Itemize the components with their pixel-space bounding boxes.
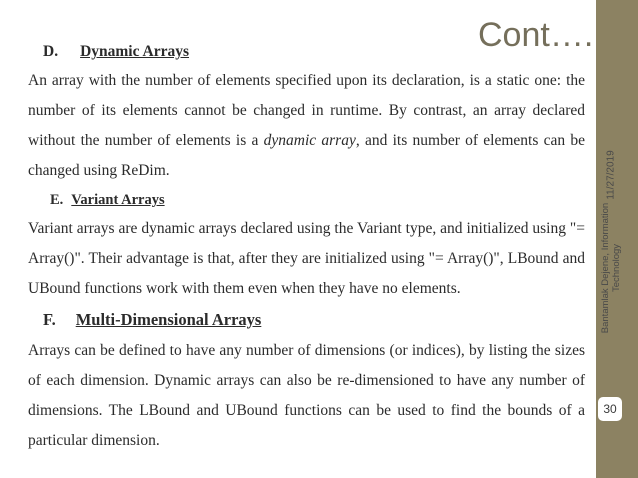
- slide-date: 11/27/2019: [605, 150, 617, 200]
- section-e-heading: [28, 186, 585, 214]
- section-d-body: [28, 66, 585, 186]
- section-f-heading: [28, 304, 585, 336]
- section-f-letter: F.: [43, 310, 56, 329]
- page-number-badge: [596, 395, 624, 423]
- section-d-body-part1: An array with the number of elements specified upon its declaration, is a static one: the number of its elements cannot be changed in runtime. By contrast, an array declared without the number of elements is a: [28, 72, 585, 149]
- section-f-title: Multi-Dimensional Arrays: [75, 310, 262, 329]
- page-number: 30: [603, 402, 617, 416]
- section-e-body: Variant arrays are dynamic arrays declared using the Variant type, and initialized using "= Array()". Their advantage is that, after they are initialized using "= Array()", LBound and UBound functions work with them even when they have no elements.: [28, 220, 585, 297]
- slide-author: [600, 203, 622, 333]
- slide-author-line1: Bantamlak Dejene, Information: [600, 202, 611, 334]
- slide-content: [28, 38, 585, 456]
- section-d-body-italic: dynamic array: [263, 132, 356, 149]
- section-d-title: Dynamic Arrays: [80, 43, 189, 60]
- section-d-letter: D.: [43, 43, 59, 60]
- section-d-body-part2: , and its number of elements can be changed using ReDim.: [28, 132, 586, 179]
- section-f-body: Arrays can be defined to have any number of dimensions (or indices), by listing the sizes of each dimension. Dynamic arrays can also be re-dimensioned to have any number of dimensions. The LBound and UBound functions can be used to find the bounds of a particular dimension.: [28, 342, 585, 449]
- slide-author-line2: Technology: [611, 243, 622, 293]
- section-e-title: Variant Arrays: [71, 192, 165, 208]
- section-d-heading: [28, 38, 585, 66]
- slide-title: Cont….: [478, 16, 594, 54]
- section-e-letter: E.: [50, 192, 64, 208]
